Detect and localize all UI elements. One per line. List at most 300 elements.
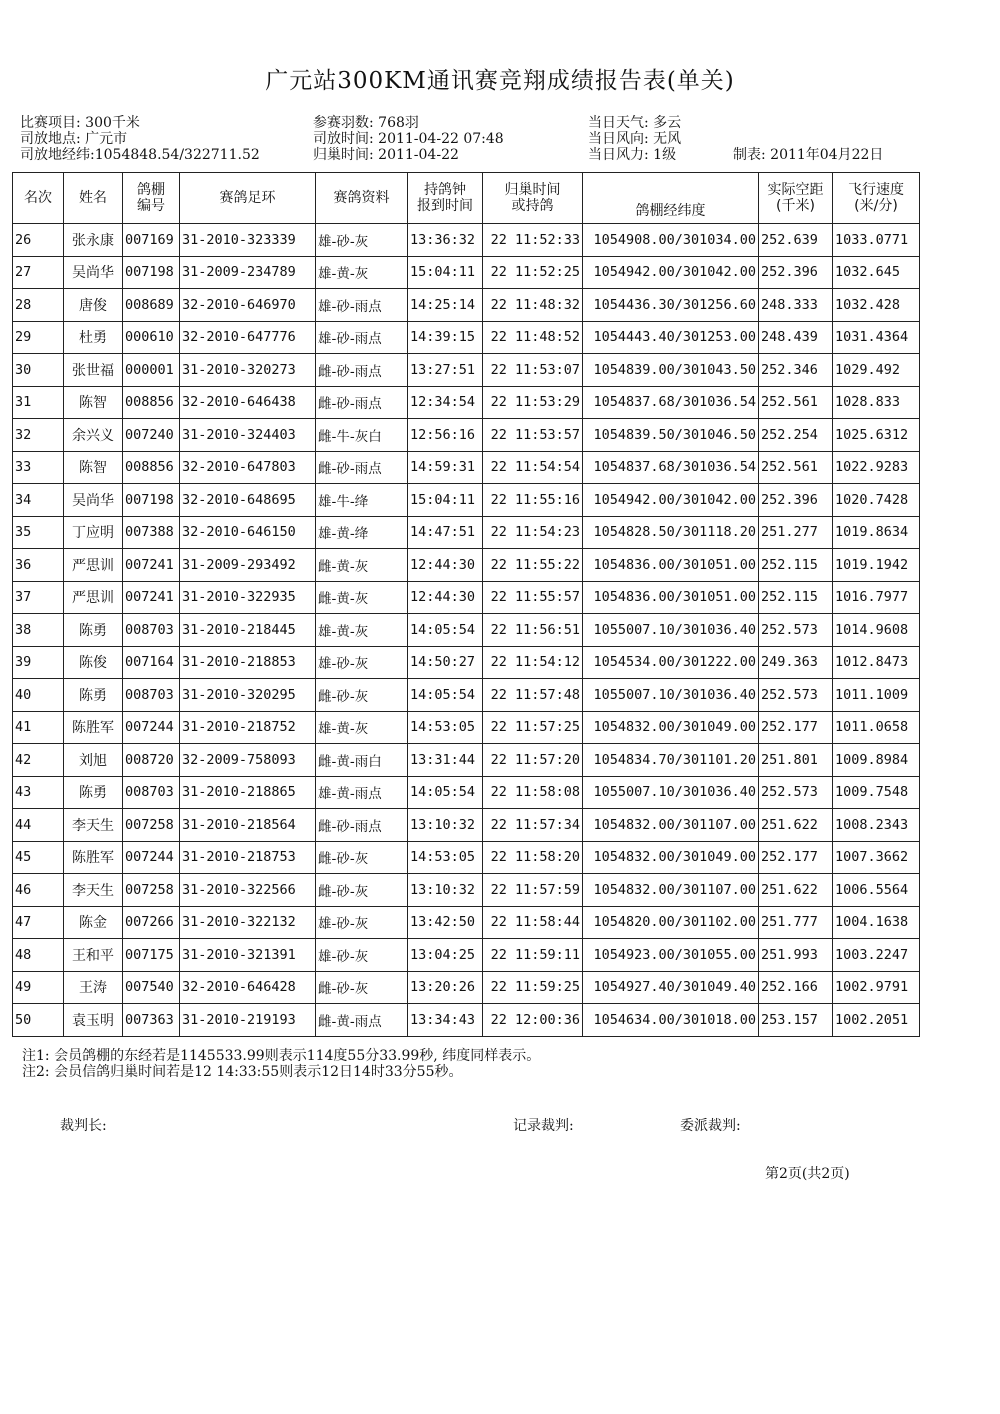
cell-name: 李天生: [64, 809, 123, 842]
cell-distance: 252.573: [759, 614, 833, 647]
cell-loft-id: 007198: [123, 256, 180, 289]
cell-pigeon-info: 雄-黄-雨点: [316, 776, 408, 809]
cell-name: 唐俊: [64, 289, 123, 322]
cell-name: 余兴义: [64, 419, 123, 452]
table-row: [13, 224, 920, 257]
cell-name: 李天生: [64, 874, 123, 907]
cell-loft-coords: 1054443.40/301253.00: [583, 321, 759, 354]
note-1: 注1: 会员鸽棚的东经若是1145533.99则表示114度55分33.99秒, 纬度同样表示。: [22, 1048, 541, 1064]
note-2: 注2: 会员信鸽归巢时间若是12 14:33:55则表示12日14时33分55秒。: [22, 1064, 463, 1080]
cell-name: 陈胜军: [64, 711, 123, 744]
cell-rank: 28: [13, 289, 64, 322]
cell-arrival-time: 22 11:55:57: [483, 581, 583, 614]
cell-rank: 36: [13, 549, 64, 582]
cell-rank: 46: [13, 874, 64, 907]
cell-pigeon-info: 雄-砂-灰: [316, 939, 408, 972]
cell-arrival-time: 22 11:56:51: [483, 614, 583, 647]
cell-pigeon-info: 雄-黄-灰: [316, 256, 408, 289]
header-rank: [13, 173, 64, 224]
cell-rank: 27: [13, 256, 64, 289]
cell-loft-id: 000001: [123, 354, 180, 387]
cell-rank: 34: [13, 484, 64, 517]
cell-arrival-time: 22 11:54:12: [483, 646, 583, 679]
cell-distance: 251.277: [759, 516, 833, 549]
header-coord: [583, 173, 759, 224]
table-row: [13, 744, 920, 777]
cell-pigeon-info: 雌-黄-雨点: [316, 1004, 408, 1037]
header-info-label: 赛鸽资料: [333, 190, 390, 206]
cell-name: 杜勇: [64, 321, 123, 354]
cell-name: 陈智: [64, 386, 123, 419]
table-row: [13, 906, 920, 939]
cell-loft-id: 007198: [123, 484, 180, 517]
cell-pigeon-info: 雌-黄-雨白: [316, 744, 408, 777]
cell-loft-coords: 1054839.00/301043.50: [583, 354, 759, 387]
cell-rank: 29: [13, 321, 64, 354]
wind-direction: 当日风向: 无风: [588, 131, 682, 147]
table-row: [13, 1004, 920, 1037]
report-title: 广元站300KM通讯赛竞翔成绩报告表(单关): [265, 68, 735, 94]
cell-pigeon-info: 雄-砂-灰: [316, 906, 408, 939]
header-arrive: [483, 173, 583, 224]
header-distance: [759, 173, 833, 224]
header-clock-line2: 报到时间: [417, 198, 473, 214]
results-body: [13, 224, 920, 1037]
cell-name: 吴尚华: [64, 484, 123, 517]
cell-rank: 30: [13, 354, 64, 387]
cell-distance: 253.157: [759, 1004, 833, 1037]
cell-clock-time: 12:44:30: [408, 549, 483, 582]
cell-name: 丁应明: [64, 516, 123, 549]
cell-rank: 48: [13, 939, 64, 972]
cell-ring-number: 32-2010-646428: [180, 971, 316, 1004]
cell-pigeon-info: 雌-黄-灰: [316, 581, 408, 614]
cell-loft-id: 007258: [123, 809, 180, 842]
cell-arrival-time: 22 11:53:07: [483, 354, 583, 387]
cell-pigeon-info: 雄-黄-灰: [316, 711, 408, 744]
cell-loft-id: 008703: [123, 679, 180, 712]
cell-pigeon-info: 雄-砂-灰: [316, 646, 408, 679]
cell-pigeon-info: 雌-砂-灰: [316, 971, 408, 1004]
cell-ring-number: 31-2010-321391: [180, 939, 316, 972]
cell-distance: 252.346: [759, 354, 833, 387]
cell-pigeon-info: 雌-砂-灰: [316, 841, 408, 874]
made-date: 制表: 2011年04月22日: [733, 147, 884, 163]
cell-distance: 251.801: [759, 744, 833, 777]
cell-arrival-time: 22 11:54:54: [483, 451, 583, 484]
table-row: [13, 971, 920, 1004]
cell-clock-time: 13:20:26: [408, 971, 483, 1004]
cell-name: 严思训: [64, 549, 123, 582]
cell-loft-id: 007388: [123, 516, 180, 549]
header-loft: [123, 173, 180, 224]
delegate-referee-label: 委派裁判:: [680, 1118, 741, 1134]
cell-clock-time: 15:04:11: [408, 484, 483, 517]
cell-rank: 33: [13, 451, 64, 484]
header-speed: [833, 173, 920, 224]
cell-distance: 252.254: [759, 419, 833, 452]
cell-loft-id: 007540: [123, 971, 180, 1004]
cell-rank: 47: [13, 906, 64, 939]
table-row: [13, 679, 920, 712]
cell-name: 张永康: [64, 224, 123, 257]
cell-loft-coords: 1054908.00/301034.00: [583, 224, 759, 257]
cell-rank: 39: [13, 646, 64, 679]
cell-arrival-time: 22 11:52:33: [483, 224, 583, 257]
page-number: 第2页(共2页): [765, 1166, 850, 1182]
cell-clock-time: 15:04:11: [408, 256, 483, 289]
header-info: [316, 173, 408, 224]
cell-clock-time: 14:53:05: [408, 841, 483, 874]
cell-distance: 252.115: [759, 549, 833, 582]
cell-speed: 1011.0658: [833, 711, 920, 744]
cell-clock-time: 14:05:54: [408, 776, 483, 809]
cell-distance: 252.177: [759, 711, 833, 744]
cell-distance: 252.639: [759, 224, 833, 257]
cell-pigeon-info: 雄-砂-雨点: [316, 321, 408, 354]
cell-name: 王和平: [64, 939, 123, 972]
cell-loft-coords: 1054634.00/301018.00: [583, 1004, 759, 1037]
cell-clock-time: 14:25:14: [408, 289, 483, 322]
table-row: [13, 776, 920, 809]
cell-clock-time: 14:59:31: [408, 451, 483, 484]
cell-arrival-time: 22 11:57:20: [483, 744, 583, 777]
cell-loft-coords: 1055007.10/301036.40: [583, 614, 759, 647]
header-distance-line2: (千米): [776, 198, 815, 214]
cell-arrival-time: 22 11:59:11: [483, 939, 583, 972]
cell-loft-id: 007164: [123, 646, 180, 679]
cell-loft-coords: 1054923.00/301055.00: [583, 939, 759, 972]
cell-name: 张世福: [64, 354, 123, 387]
header-arrive-line2: 或持鸽: [511, 198, 554, 214]
cell-distance: 252.115: [759, 581, 833, 614]
cell-clock-time: 13:31:44: [408, 744, 483, 777]
cell-loft-coords: 1054436.30/301256.60: [583, 289, 759, 322]
table-row: [13, 614, 920, 647]
table-row: [13, 581, 920, 614]
cell-speed: 1003.2247: [833, 939, 920, 972]
cell-arrival-time: 22 11:55:16: [483, 484, 583, 517]
cell-pigeon-info: 雄-黄-灰: [316, 614, 408, 647]
recorder-referee-label: 记录裁判:: [513, 1118, 574, 1134]
table-row: [13, 711, 920, 744]
cell-speed: 1019.8634: [833, 516, 920, 549]
cell-name: 严思训: [64, 581, 123, 614]
cell-rank: 43: [13, 776, 64, 809]
cell-rank: 49: [13, 971, 64, 1004]
cell-clock-time: 12:56:16: [408, 419, 483, 452]
cell-rank: 40: [13, 679, 64, 712]
cell-rank: 42: [13, 744, 64, 777]
cell-rank: 32: [13, 419, 64, 452]
cell-name: 陈胜军: [64, 841, 123, 874]
cell-name: 陈智: [64, 451, 123, 484]
cell-name: 刘旭: [64, 744, 123, 777]
header-clock-line1: 持鸽钟: [424, 182, 466, 198]
wind-force: 当日风力: 1级: [588, 147, 677, 163]
cell-arrival-time: 22 11:58:44: [483, 906, 583, 939]
header-name-label: 姓名: [79, 190, 107, 206]
cell-rank: 45: [13, 841, 64, 874]
cell-arrival-time: 22 12:00:36: [483, 1004, 583, 1037]
header-arrive-line1: 归巢时间: [504, 182, 561, 198]
cell-loft-id: 007363: [123, 1004, 180, 1037]
cell-clock-time: 13:34:43: [408, 1004, 483, 1037]
cell-rank: 50: [13, 1004, 64, 1037]
cell-ring-number: 32-2010-646438: [180, 386, 316, 419]
cell-ring-number: 31-2010-324403: [180, 419, 316, 452]
header-speed-line2: (米/分): [854, 198, 898, 214]
cell-speed: 1002.2051: [833, 1004, 920, 1037]
cell-loft-coords: 1054828.50/301118.20: [583, 516, 759, 549]
cell-ring-number: 32-2010-646970: [180, 289, 316, 322]
cell-speed: 1022.9283: [833, 451, 920, 484]
weather: 当日天气: 多云: [588, 115, 682, 131]
cell-loft-id: 007258: [123, 874, 180, 907]
cell-speed: 1019.1942: [833, 549, 920, 582]
cell-name: 陈金: [64, 906, 123, 939]
cell-loft-id: 007244: [123, 711, 180, 744]
cell-loft-coords: 1054832.00/301107.00: [583, 809, 759, 842]
cell-speed: 1031.4364: [833, 321, 920, 354]
cell-ring-number: 31-2010-322935: [180, 581, 316, 614]
cell-ring-number: 31-2010-219193: [180, 1004, 316, 1037]
cell-ring-number: 31-2010-320295: [180, 679, 316, 712]
cell-rank: 37: [13, 581, 64, 614]
table-row: [13, 256, 920, 289]
cell-pigeon-info: 雌-牛-灰白: [316, 419, 408, 452]
cell-clock-time: 12:34:54: [408, 386, 483, 419]
cell-arrival-time: 22 11:58:20: [483, 841, 583, 874]
cell-distance: 252.561: [759, 386, 833, 419]
cell-arrival-time: 22 11:48:32: [483, 289, 583, 322]
header-loft-line2: 编号: [137, 198, 165, 214]
cell-name: 陈俊: [64, 646, 123, 679]
cell-name: 袁玉明: [64, 1004, 123, 1037]
cell-distance: 251.777: [759, 906, 833, 939]
cell-speed: 1004.1638: [833, 906, 920, 939]
cell-ring-number: 32-2010-647776: [180, 321, 316, 354]
return-time: 归巢时间: 2011-04-22: [313, 147, 459, 163]
cell-speed: 1002.9791: [833, 971, 920, 1004]
table-row: [13, 386, 920, 419]
release-coords: 司放地经纬:1054848.54/322711.52: [20, 147, 260, 163]
cell-ring-number: 31-2010-218445: [180, 614, 316, 647]
cell-loft-id: 007241: [123, 549, 180, 582]
cell-rank: 26: [13, 224, 64, 257]
cell-loft-coords: 1054927.40/301049.40: [583, 971, 759, 1004]
cell-ring-number: 32-2010-648695: [180, 484, 316, 517]
cell-speed: 1032.428: [833, 289, 920, 322]
cell-arrival-time: 22 11:57:34: [483, 809, 583, 842]
cell-loft-coords: 1054942.00/301042.00: [583, 484, 759, 517]
cell-clock-time: 13:10:32: [408, 809, 483, 842]
cell-arrival-time: 22 11:52:25: [483, 256, 583, 289]
cell-clock-time: 12:44:30: [408, 581, 483, 614]
header-loft-line1: 鸽棚: [137, 182, 165, 198]
cell-clock-time: 14:53:05: [408, 711, 483, 744]
cell-pigeon-info: 雄-砂-灰: [316, 224, 408, 257]
cell-speed: 1032.645: [833, 256, 920, 289]
cell-rank: 35: [13, 516, 64, 549]
cell-arrival-time: 22 11:53:57: [483, 419, 583, 452]
cell-speed: 1033.0771: [833, 224, 920, 257]
header-ring: [180, 173, 316, 224]
table-row: [13, 354, 920, 387]
cell-distance: 248.439: [759, 321, 833, 354]
table-row: [13, 321, 920, 354]
cell-loft-id: 007244: [123, 841, 180, 874]
cell-loft-id: 008856: [123, 451, 180, 484]
table-row: [13, 874, 920, 907]
cell-ring-number: 31-2009-293492: [180, 549, 316, 582]
cell-loft-id: 000610: [123, 321, 180, 354]
cell-arrival-time: 22 11:54:23: [483, 516, 583, 549]
cell-clock-time: 14:05:54: [408, 679, 483, 712]
header-speed-line1: 飞行速度: [848, 182, 904, 198]
cell-pigeon-info: 雄-黄-绛: [316, 516, 408, 549]
cell-distance: 249.363: [759, 646, 833, 679]
cell-pigeon-info: 雌-砂-雨点: [316, 809, 408, 842]
cell-arrival-time: 22 11:57:48: [483, 679, 583, 712]
cell-arrival-time: 22 11:58:08: [483, 776, 583, 809]
cell-pigeon-info: 雌-砂-雨点: [316, 354, 408, 387]
cell-ring-number: 31-2010-322566: [180, 874, 316, 907]
cell-pigeon-info: 雌-砂-雨点: [316, 451, 408, 484]
cell-clock-time: 13:27:51: [408, 354, 483, 387]
cell-loft-coords: 1054839.50/301046.50: [583, 419, 759, 452]
results-table: [12, 172, 920, 1037]
header-clock: [408, 173, 483, 224]
cell-clock-time: 14:47:51: [408, 516, 483, 549]
cell-ring-number: 32-2009-758093: [180, 744, 316, 777]
cell-distance: 252.561: [759, 451, 833, 484]
cell-speed: 1008.2343: [833, 809, 920, 842]
cell-ring-number: 31-2010-218853: [180, 646, 316, 679]
entries-count: 参赛羽数: 768羽: [313, 115, 419, 131]
cell-name: 吴尚华: [64, 256, 123, 289]
table-row: [13, 484, 920, 517]
cell-speed: 1007.3662: [833, 841, 920, 874]
cell-loft-coords: 1054834.70/301101.20: [583, 744, 759, 777]
cell-name: 王涛: [64, 971, 123, 1004]
cell-ring-number: 31-2009-234789: [180, 256, 316, 289]
table-row: [13, 809, 920, 842]
cell-loft-coords: 1054832.00/301049.00: [583, 841, 759, 874]
header-ring-label: 赛鸽足环: [219, 190, 276, 206]
cell-loft-id: 008689: [123, 289, 180, 322]
cell-distance: 252.166: [759, 971, 833, 1004]
chief-referee-label: 裁判长:: [60, 1118, 107, 1134]
cell-distance: 251.622: [759, 809, 833, 842]
cell-distance: 251.622: [759, 874, 833, 907]
cell-arrival-time: 22 11:59:25: [483, 971, 583, 1004]
cell-loft-coords: 1054534.00/301222.00: [583, 646, 759, 679]
cell-pigeon-info: 雄-砂-雨点: [316, 289, 408, 322]
cell-loft-id: 008856: [123, 386, 180, 419]
cell-distance: 252.573: [759, 776, 833, 809]
header-distance-line1: 实际空距: [767, 182, 824, 198]
cell-rank: 38: [13, 614, 64, 647]
cell-speed: 1016.7977: [833, 581, 920, 614]
header-name: [64, 173, 123, 224]
cell-clock-time: 14:39:15: [408, 321, 483, 354]
cell-distance: 252.396: [759, 484, 833, 517]
cell-speed: 1028.833: [833, 386, 920, 419]
cell-loft-id: 008720: [123, 744, 180, 777]
cell-loft-coords: 1054832.00/301107.00: [583, 874, 759, 907]
cell-loft-coords: 1054832.00/301049.00: [583, 711, 759, 744]
cell-speed: 1011.1009: [833, 679, 920, 712]
event-info: 比赛项目: 300千米: [20, 115, 140, 131]
table-row: [13, 549, 920, 582]
cell-loft-id: 007175: [123, 939, 180, 972]
cell-loft-id: 007240: [123, 419, 180, 452]
cell-arrival-time: 22 11:48:52: [483, 321, 583, 354]
cell-loft-id: 007266: [123, 906, 180, 939]
table-row: [13, 419, 920, 452]
cell-loft-id: 008703: [123, 614, 180, 647]
cell-pigeon-info: 雌-砂-灰: [316, 874, 408, 907]
cell-clock-time: 13:04:25: [408, 939, 483, 972]
cell-ring-number: 31-2010-322132: [180, 906, 316, 939]
cell-arrival-time: 22 11:53:29: [483, 386, 583, 419]
cell-name: 陈勇: [64, 776, 123, 809]
cell-clock-time: 14:05:54: [408, 614, 483, 647]
cell-loft-coords: 1055007.10/301036.40: [583, 776, 759, 809]
cell-clock-time: 13:42:50: [408, 906, 483, 939]
cell-loft-coords: 1054820.00/301102.00: [583, 906, 759, 939]
table-row: [13, 516, 920, 549]
release-location: 司放地点: 广元市: [20, 131, 128, 147]
cell-clock-time: 13:10:32: [408, 874, 483, 907]
cell-speed: 1014.9608: [833, 614, 920, 647]
cell-pigeon-info: 雄-牛-绛: [316, 484, 408, 517]
cell-distance: 252.177: [759, 841, 833, 874]
cell-rank: 31: [13, 386, 64, 419]
cell-speed: 1029.492: [833, 354, 920, 387]
cell-distance: 248.333: [759, 289, 833, 322]
cell-ring-number: 31-2010-218753: [180, 841, 316, 874]
table-row: [13, 646, 920, 679]
cell-arrival-time: 22 11:55:22: [483, 549, 583, 582]
header-coord-label: 鸽棚经纬度: [635, 203, 706, 219]
cell-ring-number: 31-2010-323339: [180, 224, 316, 257]
release-time: 司放时间: 2011-04-22 07:48: [313, 131, 504, 147]
cell-loft-coords: 1055007.10/301036.40: [583, 679, 759, 712]
cell-loft-coords: 1054942.00/301042.00: [583, 256, 759, 289]
cell-clock-time: 14:50:27: [408, 646, 483, 679]
cell-distance: 252.396: [759, 256, 833, 289]
cell-name: 陈勇: [64, 614, 123, 647]
cell-pigeon-info: 雌-砂-雨点: [316, 386, 408, 419]
table-row: [13, 841, 920, 874]
header-rank-label: 名次: [24, 190, 52, 206]
cell-pigeon-info: 雌-黄-灰: [316, 549, 408, 582]
cell-speed: 1025.6312: [833, 419, 920, 452]
cell-speed: 1012.8473: [833, 646, 920, 679]
cell-speed: 1006.5564: [833, 874, 920, 907]
cell-speed: 1020.7428: [833, 484, 920, 517]
cell-loft-id: 007241: [123, 581, 180, 614]
cell-loft-coords: 1054836.00/301051.00: [583, 549, 759, 582]
cell-loft-coords: 1054837.68/301036.54: [583, 451, 759, 484]
cell-clock-time: 13:36:32: [408, 224, 483, 257]
cell-loft-coords: 1054836.00/301051.00: [583, 581, 759, 614]
table-row: [13, 939, 920, 972]
cell-distance: 252.573: [759, 679, 833, 712]
cell-ring-number: 31-2010-218865: [180, 776, 316, 809]
